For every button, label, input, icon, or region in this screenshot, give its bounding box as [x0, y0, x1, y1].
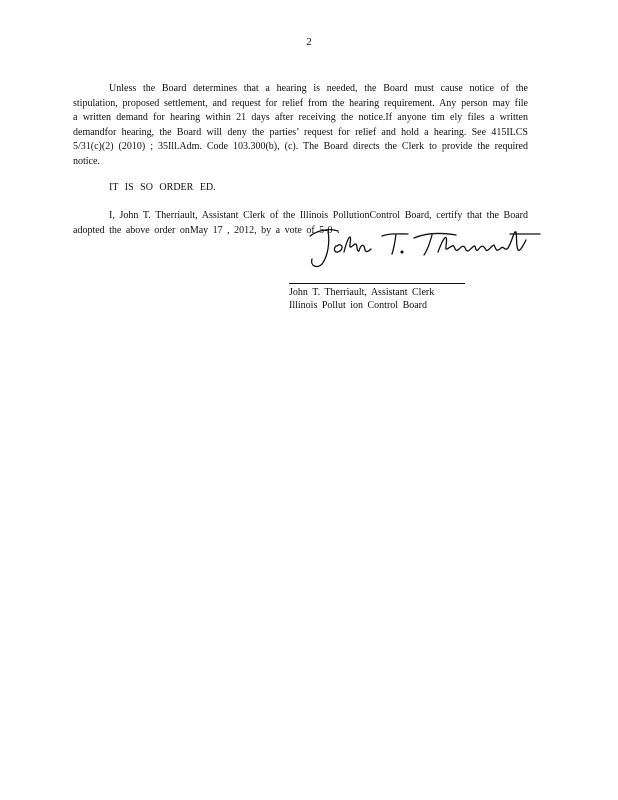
signer-name-title: John T. Therriault, Assistant Clerk — [289, 287, 435, 298]
signature-block — [289, 286, 434, 312]
certification-paragraph: I, John T. Therriault, Assistant Clerk of the Illinois PollutionControl Board, certify that the Board adopted the above order onMay 17 , 2012, by a vote of 5-0 . — [73, 210, 528, 236]
page-number: 2 — [306, 36, 312, 48]
handwritten-signature — [304, 222, 544, 270]
signer-organization: Illinois Pollut ion Control Board — [289, 300, 428, 311]
notice-paragraph: Unless the Board determines that a hearing is needed, the Board must cause notice of the stipulation, proposed settlement, and request for relief from the hearing requirement. Any person may file a written demand for hearing within 21 days after receiving the notice.If anyone tim ely files a written demandfor hearing, the Board will deny the parties’ request for relief and hold a hearing. See 415ILCS 5/31(c)(2) (2010) ; 35Ill.Adm. Code 103.300(b), (c). The Board directs the Clerk to provide the required notice. — [73, 83, 528, 167]
order-statement: IT IS SO ORDER ED. — [109, 182, 216, 193]
signature-line — [289, 283, 465, 284]
